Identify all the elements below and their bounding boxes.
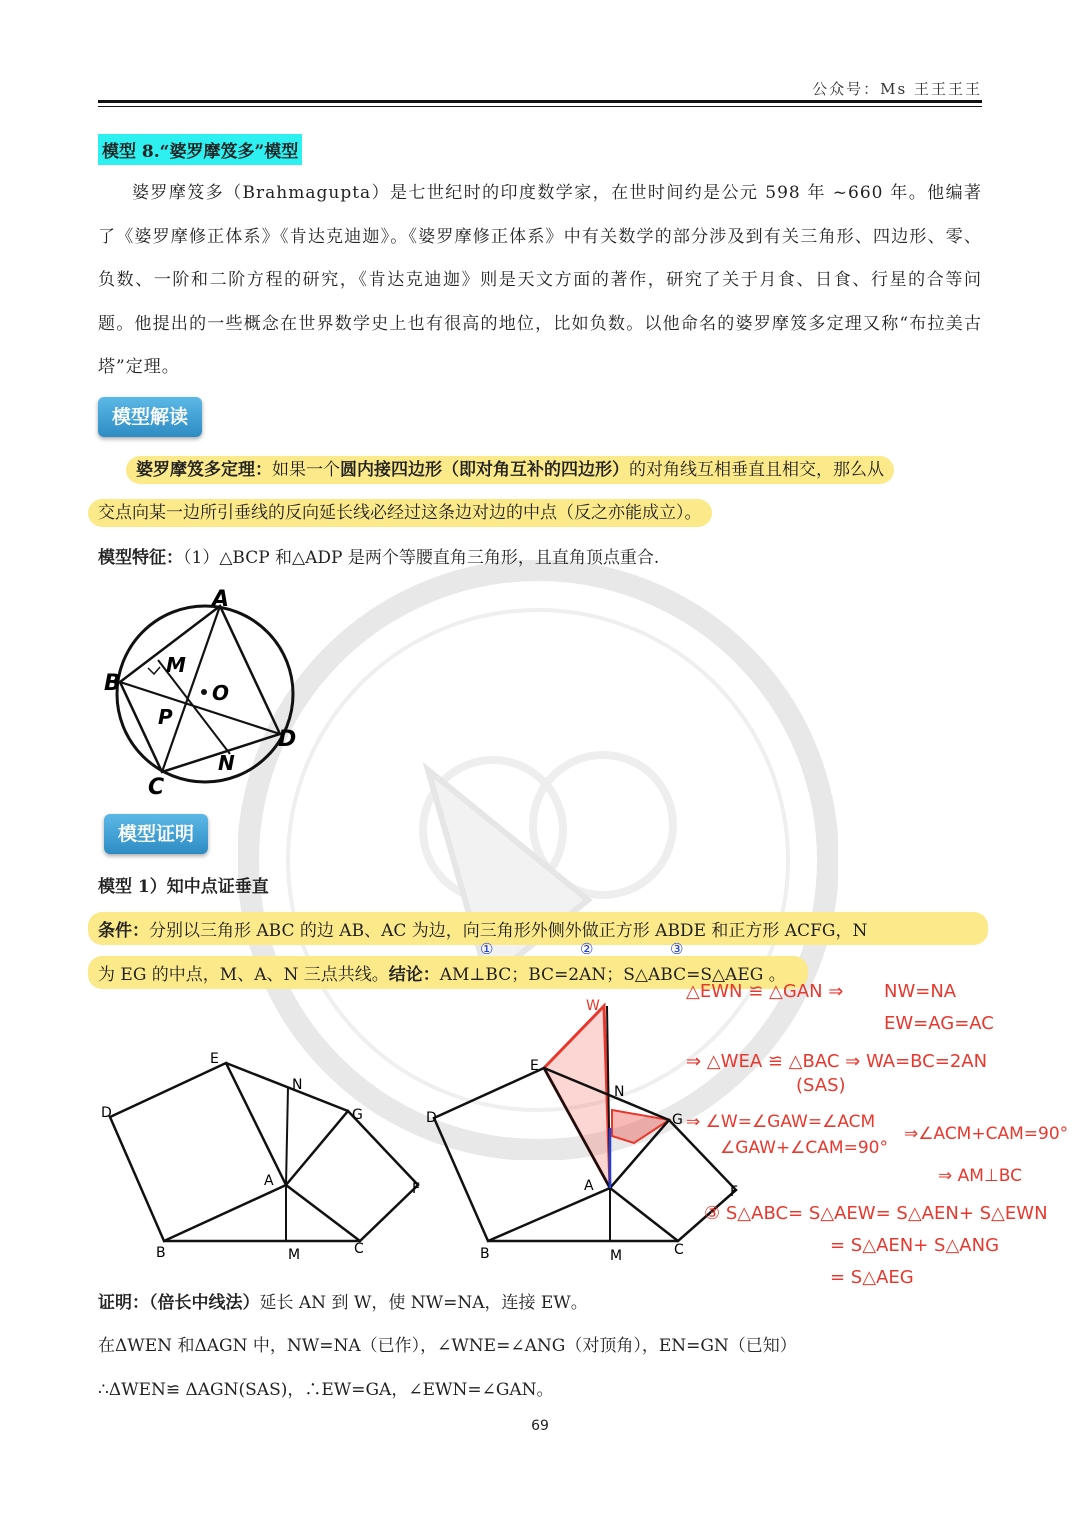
condition-text-2: 为 EG 的中点，M、A、N 三点共线。: [98, 965, 389, 985]
intro-paragraph: 婆罗摩笈多（Brahmagupta）是七世纪时的印度数学家，在世时间约是公元 598 年 ~660 年。他编著了《婆罗摩修正体系》《肯达克迪迦》。《婆罗摩修正体系》中有关数学的部分涉及到有关三角形、四边形、零、负数、一阶和二阶方程的研究，《肯达克迪迦》则是天文方面的著作，研究了关于月食、日食、行星的合等问题。他提出的一些概念在世界数学史上也有很高的地位，比如负数。以他命名的婆罗摩笈多定理又称“布拉美古塔”定理。: [98, 183, 982, 377]
note-congruent-1: △EWN ≌ △GAN ⇒: [686, 981, 844, 1002]
note-angle-2: ∠GAW+∠CAM=90°: [720, 1138, 888, 1158]
condition-line-1: [88, 912, 988, 945]
right-label-a: A: [584, 1178, 594, 1194]
condition-label: 条件：: [98, 921, 149, 941]
note-perpendicular: ⇒ AM⊥BC: [938, 1166, 1022, 1186]
left-label-f: F: [412, 1181, 421, 1197]
note-angle-1: ⇒ ∠W=∠GAW=∠ACM: [686, 1112, 876, 1132]
circled-mark-2: ②: [580, 940, 594, 958]
theorem-line-2: [88, 498, 712, 523]
left-label-n: N: [292, 1077, 303, 1093]
model1-heading: 模型 1）知中点证垂直: [98, 877, 269, 897]
note-area-1: ③ S△ABC= S△AEW= S△AEN+ S△EWN: [704, 1203, 1048, 1224]
circle-label-d: D: [278, 727, 297, 752]
right-label-c: C: [674, 1242, 684, 1258]
theorem-text-2: 的对角线互相垂直且相交，那么从: [629, 460, 884, 480]
page-number: 69: [531, 1418, 549, 1434]
note-congruent-2: ⇒ △WEA ≌ △BAC ⇒ WA=BC=2AN: [686, 1051, 988, 1072]
theorem-bold: 圆内接四边形（即对角互补的四边形）: [340, 460, 629, 480]
circle-label-o: O: [212, 681, 230, 705]
right-label-e: E: [530, 1058, 539, 1074]
circle-label-m: M: [166, 653, 186, 677]
left-label-a: A: [264, 1173, 274, 1189]
note-area-3: = S△AEG: [830, 1267, 914, 1288]
circled-mark-3: ③: [670, 940, 684, 958]
conclusion-label: 结论：: [388, 965, 440, 985]
right-label-g: G: [672, 1112, 683, 1128]
circle-label-n: N: [218, 751, 235, 775]
header-rule-thin: [98, 106, 982, 107]
condition-text-1: 分别以三角形 ABC 的边 AB、AC 为边，向三角形外侧外做正方形 ABDE 和正方形 ACFG，N: [149, 921, 868, 941]
header-text: 公众号：Ms 王王王王: [812, 80, 982, 98]
right-label-d: D: [426, 1110, 437, 1126]
theorem-label: 婆罗摩笈多定理：: [136, 460, 272, 480]
note-sas: (SAS): [796, 1075, 846, 1096]
badge-model-proof: 模型证明: [104, 814, 208, 854]
circle-label-p: P: [158, 705, 173, 729]
left-label-g: G: [352, 1107, 363, 1123]
left-label-m: M: [288, 1247, 301, 1263]
cyclic-quadrilateral-figure: [100, 582, 310, 802]
right-label-b: B: [480, 1246, 490, 1262]
note-area-2: = S△AEN+ S△ANG: [830, 1235, 1000, 1256]
circle-label-c: C: [148, 775, 165, 800]
proof-method: （倍长中线法）: [149, 1293, 260, 1313]
proof-line-3: ∴ΔWEN≌ ΔAGN(SAS)，∴EW=GA，∠EWN=∠GAN。: [98, 1380, 554, 1400]
note-nw-na: NW=NA: [884, 981, 957, 1002]
badge-model-interpretation: 模型解读: [98, 397, 202, 437]
conclusion-text: AM⊥BC；BC=2AN；S△ABC=S△AEG 。: [439, 965, 786, 985]
feature-text: （1）△BCP 和△ADP 是两个等腰直角三角形，且直角顶点重合.: [183, 548, 660, 568]
note-angle-3: ⇒∠ACM+CAM=90°: [904, 1124, 1069, 1144]
circle-label-b: B: [104, 671, 121, 696]
left-squares-figure: [96, 1045, 426, 1265]
feature-line: [98, 543, 659, 568]
theorem-line-1: [126, 455, 894, 480]
right-label-w: W: [586, 998, 600, 1014]
left-label-d: D: [101, 1105, 112, 1121]
proof-line-2: 在ΔWEN 和ΔAGN 中，NW=NA（已作），∠WNE=∠ANG（对顶角），EN=GN（已知）: [98, 1336, 797, 1356]
note-ew-ag: EW=AG=AC: [884, 1013, 994, 1034]
left-label-b: B: [156, 1245, 166, 1261]
right-label-f: F: [730, 1184, 739, 1200]
proof-line-1: [98, 1288, 588, 1313]
circled-mark-1: ①: [480, 940, 494, 958]
left-label-c: C: [354, 1241, 364, 1257]
feature-label: 模型特征：: [98, 548, 183, 568]
section-title: 模型 8.“婆罗摩笈多”模型: [98, 134, 302, 165]
right-label-n: N: [614, 1084, 625, 1100]
proof-label: 证明：: [98, 1293, 149, 1313]
theorem-text-3: 交点向某一边所引垂线的反向延长线必经过这条边对边的中点（反之亦能成立）。: [88, 499, 712, 527]
handwritten-notes: [686, 980, 1069, 1290]
theorem-text-1: 如果一个: [272, 460, 340, 480]
circle-label-a: A: [212, 587, 230, 612]
left-label-e: E: [210, 1051, 219, 1067]
proof-text-1: 延长 AN 到 W，使 NW=NA，连接 EW。: [259, 1293, 588, 1313]
right-label-m: M: [610, 1248, 623, 1264]
header-rule: [98, 100, 982, 103]
